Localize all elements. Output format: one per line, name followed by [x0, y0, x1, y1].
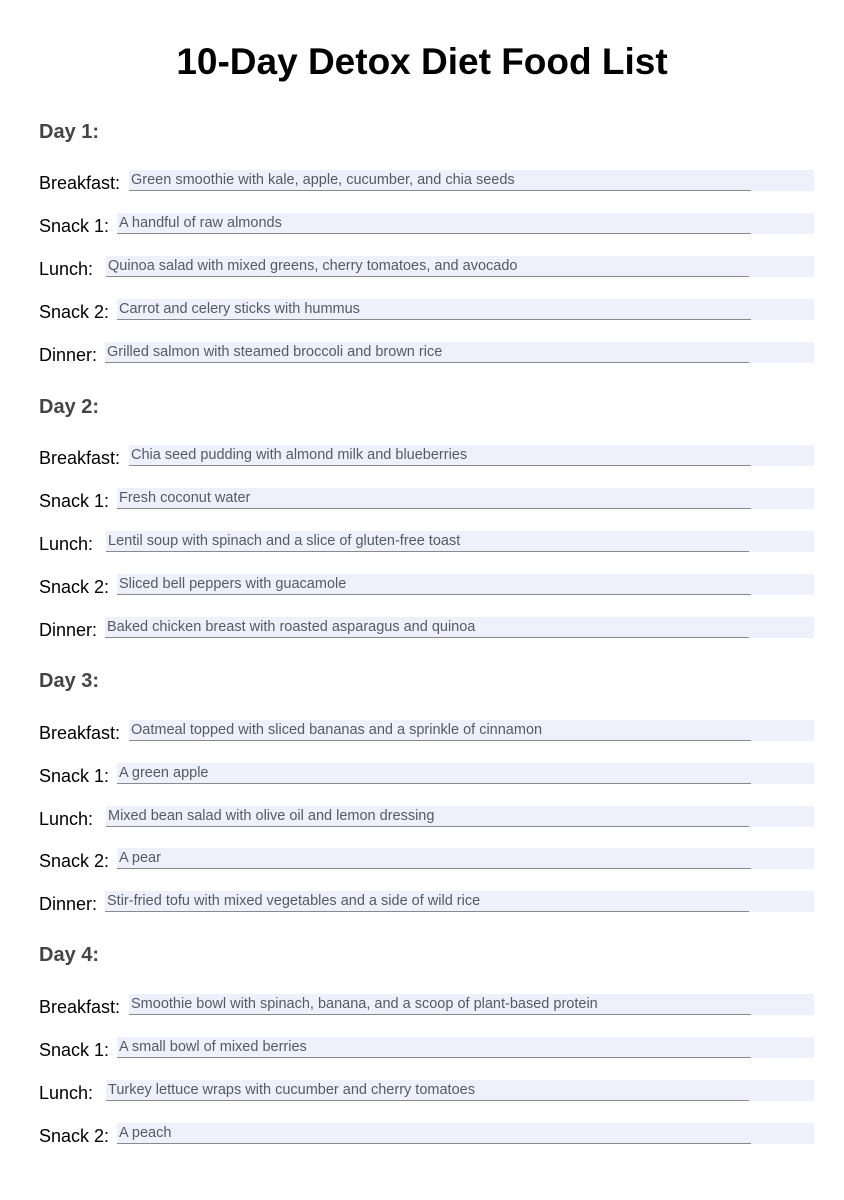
meal-label: Lunch:: [39, 809, 94, 829]
underline: [106, 551, 749, 552]
underline: [106, 826, 749, 827]
day-2-heading: Day 2:: [39, 396, 100, 418]
day-4-snack-2-row: [0, 1123, 844, 1147]
day-1-snack-2-field[interactable]: [117, 299, 814, 320]
meal-label: Snack 1:: [39, 1040, 110, 1060]
meal-label: Lunch:: [39, 534, 94, 554]
day-2-snack-1-field[interactable]: [117, 488, 814, 509]
day-2-dinner-row: [0, 617, 844, 641]
day-1-snack-1-row: [0, 213, 844, 237]
meal-label: Lunch:: [39, 259, 94, 279]
meal-label: Breakfast:: [39, 723, 121, 743]
underline: [129, 740, 751, 741]
day-2-dinner-field[interactable]: [105, 617, 814, 638]
meal-value: Baked chicken breast with roasted asparagus and quinoa: [107, 619, 476, 635]
meal-value: A green apple: [119, 765, 209, 781]
meal-label: Dinner:: [39, 620, 98, 640]
day-4-heading: Day 4:: [39, 944, 100, 966]
day-3-snack-2-field[interactable]: [117, 848, 814, 869]
day-2-snack-2-row: [0, 574, 844, 598]
day-1-dinner-field[interactable]: [105, 342, 814, 363]
day-1-snack-1-field[interactable]: [117, 213, 814, 234]
day-3-snack-1-row: [0, 763, 844, 787]
day-1-lunch-field[interactable]: [106, 256, 814, 277]
day-2-snack-1-row: [0, 488, 844, 512]
underline: [129, 190, 751, 191]
underline: [129, 1014, 751, 1015]
underline: [117, 319, 751, 320]
day-1-heading: Day 1:: [39, 121, 100, 143]
day-3-lunch-row: [0, 806, 844, 830]
meal-label: Snack 1:: [39, 491, 110, 511]
underline: [105, 362, 749, 363]
day-4-breakfast-field[interactable]: [129, 994, 814, 1015]
meal-value: Stir-fried tofu with mixed vegetables and a side of wild rice: [107, 893, 481, 909]
day-2-lunch-row: [0, 531, 844, 555]
day-1-dinner-row: [0, 342, 844, 366]
meal-label: Snack 2:: [39, 577, 110, 597]
day-4-lunch-row: [0, 1080, 844, 1104]
meal-value: Fresh coconut water: [119, 490, 251, 506]
day-2-snack-2-field[interactable]: [117, 574, 814, 595]
day-1-snack-2-row: [0, 299, 844, 323]
underline: [117, 1057, 751, 1058]
meal-value: Sliced bell peppers with guacamole: [119, 576, 347, 592]
underline: [117, 1143, 751, 1144]
underline: [106, 276, 749, 277]
day-4-breakfast-row: [0, 994, 844, 1018]
day-2-lunch-field[interactable]: [106, 531, 814, 552]
underline: [117, 233, 751, 234]
meal-value: A small bowl of mixed berries: [119, 1039, 307, 1055]
day-4-snack-1-row: [0, 1037, 844, 1061]
meal-value: Grilled salmon with steamed broccoli and brown rice: [107, 344, 443, 360]
meal-label: Breakfast:: [39, 173, 121, 193]
meal-value: Carrot and celery sticks with hummus: [119, 301, 360, 317]
underline: [105, 637, 749, 638]
meal-value: A handful of raw almonds: [119, 215, 282, 231]
meal-value: A pear: [119, 850, 161, 866]
day-1-breakfast-field[interactable]: [129, 170, 814, 191]
meal-value: Quinoa salad with mixed greens, cherry tomatoes, and avocado: [108, 258, 518, 274]
day-1-breakfast-row: [0, 170, 844, 194]
day-3-dinner-row: [0, 891, 844, 915]
meal-value: Lentil soup with spinach and a slice of gluten-free toast: [108, 533, 461, 549]
underline: [106, 1100, 749, 1101]
underline: [129, 465, 751, 466]
meal-label: Snack 1:: [39, 216, 110, 236]
meal-value: Smoothie bowl with spinach, banana, and a scoop of plant-based protein: [131, 996, 598, 1012]
underline: [105, 911, 749, 912]
day-3-dinner-field[interactable]: [105, 891, 814, 912]
meal-value: A peach: [119, 1125, 172, 1141]
underline: [117, 783, 751, 784]
meal-label: Snack 1:: [39, 766, 110, 786]
day-2-breakfast-row: [0, 445, 844, 469]
meal-label: Snack 2:: [39, 1126, 110, 1146]
meal-label: Snack 2:: [39, 302, 110, 322]
meal-value: Green smoothie with kale, apple, cucumber, and chia seeds: [131, 172, 515, 188]
day-3-snack-2-row: [0, 848, 844, 872]
underline: [117, 868, 751, 869]
day-4-snack-1-field[interactable]: [117, 1037, 814, 1058]
meal-label: Dinner:: [39, 894, 98, 914]
meal-value: Chia seed pudding with almond milk and blueberries: [131, 447, 468, 463]
day-4-snack-2-field[interactable]: [117, 1123, 814, 1144]
meal-value: Oatmeal topped with sliced bananas and a sprinkle of cinnamon: [131, 722, 543, 738]
day-3-snack-1-field[interactable]: [117, 763, 814, 784]
underline: [117, 508, 751, 509]
day-4-lunch-field[interactable]: [106, 1080, 814, 1101]
underline: [117, 594, 751, 595]
day-3-heading: Day 3:: [39, 670, 100, 692]
meal-label: Lunch:: [39, 1083, 94, 1103]
day-3-lunch-field[interactable]: [106, 806, 814, 827]
meal-label: Breakfast:: [39, 997, 121, 1017]
day-1-lunch-row: [0, 256, 844, 280]
day-2-breakfast-field[interactable]: [129, 445, 814, 466]
day-3-breakfast-row: [0, 720, 844, 744]
meal-value: Mixed bean salad with olive oil and lemon dressing: [108, 808, 435, 824]
meal-value: Turkey lettuce wraps with cucumber and cherry tomatoes: [108, 1082, 475, 1098]
meal-label: Snack 2:: [39, 851, 110, 871]
meal-label: Breakfast:: [39, 448, 121, 468]
day-3-breakfast-field[interactable]: [129, 720, 814, 741]
meal-label: Dinner:: [39, 345, 98, 365]
page-title: 10-Day Detox Diet Food List: [176, 41, 668, 82]
